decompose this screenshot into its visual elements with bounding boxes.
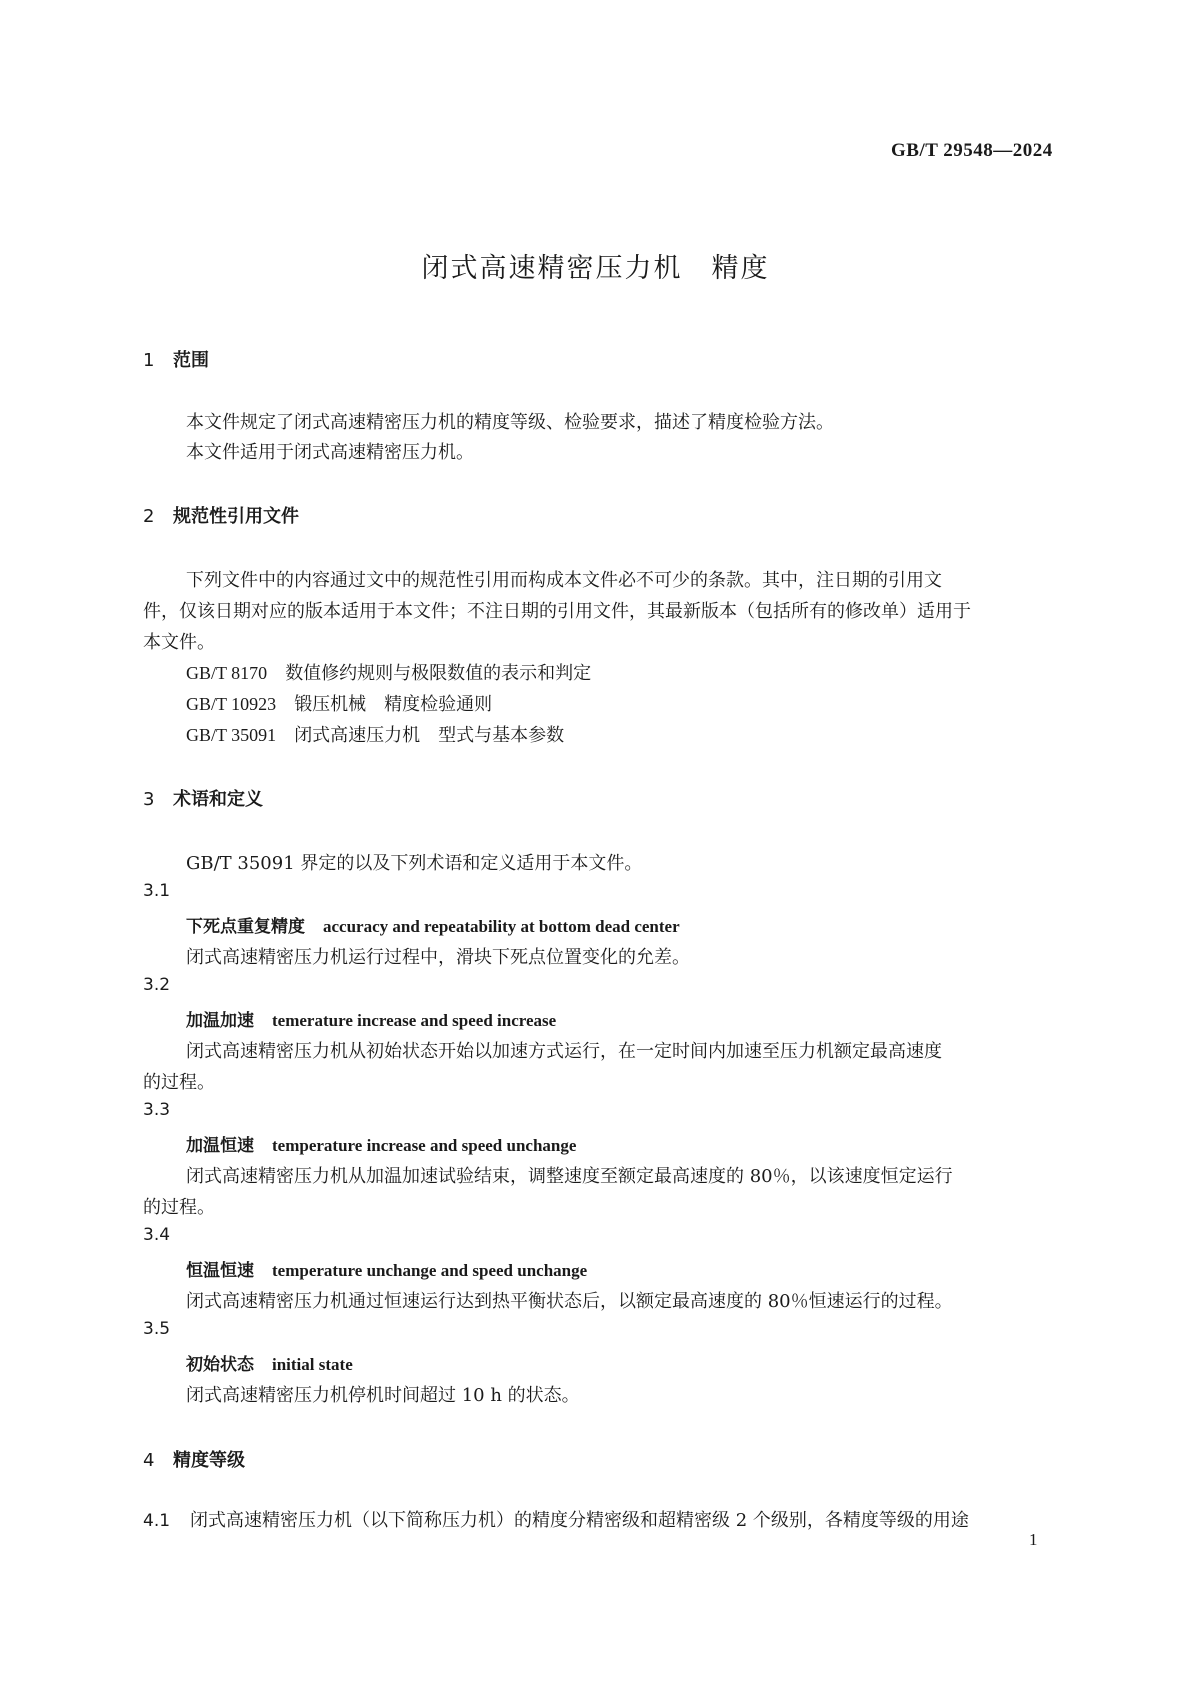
term-definition: 闭式高速精密压力机停机时间超过 10 h 的状态。 [186,1385,580,1406]
term-definition: 闭式高速精密压力机从加温加速试验结束，调整速度至额定最高速度的 80％，以该速度恒定运行 [186,1166,953,1187]
term-number: 3.1 [143,881,171,901]
clause-number: 4.1 [143,1511,171,1531]
reference-code: GB/T 8170 [186,663,268,683]
paragraph: GB/T 35091 界定的以及下列术语和定义适用于本文件。 [186,853,643,874]
paragraph-line: 下列文件中的内容通过文中的规范性引用而构成本文件必不可少的条款。其中，注日期的引用文 [186,570,942,591]
section-2-heading [143,502,299,528]
term-definition: 闭式高速精密压力机通过恒速运行达到热平衡状态后，以额定最高速度的 80％恒速运行的过程。 [186,1291,953,1312]
section-title: 规范性引用文件 [173,506,299,527]
section-number: 2 [143,506,155,527]
paragraph-line: 本文件。 [143,632,215,653]
term-zh: 下死点重复精度 [186,917,305,937]
clause-line [143,1506,969,1532]
term-entry [186,1256,587,1281]
reference-item [186,721,564,747]
term-definition: 闭式高速精密压力机运行过程中，滑块下死点位置变化的允差。 [186,947,690,968]
reference-title: 闭式高速压力机 型式与基本参数 [294,725,565,746]
term-en: accuracy and repeatability at bottom dead center [323,917,680,936]
term-zh: 初始状态 [186,1355,254,1375]
reference-code: GB/T 10923 [186,694,277,714]
term-zh: 恒温恒速 [186,1261,254,1281]
term-entry [186,1350,353,1375]
term-entry [186,1006,556,1031]
section-title: 术语和定义 [173,789,263,810]
section-1-heading [143,346,209,372]
section-4-heading [143,1446,245,1472]
reference-title: 数值修约规则与极限数值的表示和判定 [285,663,592,684]
term-definition: 的过程。 [143,1072,215,1093]
paragraph: 本文件规定了闭式高速精密压力机的精度等级、检验要求，描述了精度检验方法。 [186,412,834,433]
term-entry [186,912,680,937]
term-en: initial state [272,1355,353,1374]
term-entry [186,1131,576,1156]
section-number: 1 [143,350,155,371]
term-number: 3.2 [143,975,171,995]
standard-code: GB/T 29548—2024 [891,140,1053,161]
document-title: 闭式高速精密压力机 精度 [421,253,770,284]
section-title: 范围 [173,350,209,371]
term-en: temperature unchange and speed unchange [272,1261,588,1280]
paragraph-line: 件，仅该日期对应的版本适用于本文件；不注日期的引用文件，其最新版本（包括所有的修改单）适用于 [143,601,971,622]
term-en: temerature increase and speed increase [272,1011,557,1030]
reference-item [186,659,591,685]
page-number: 1 [1029,1530,1038,1549]
paragraph: 本文件适用于闭式高速精密压力机。 [186,442,474,463]
clause-text: 闭式高速精密压力机（以下简称压力机）的精度分精密级和超精密级 2 个级别，各精度等级的用途 [190,1510,969,1531]
section-number: 4 [143,1450,155,1471]
term-number: 3.5 [143,1319,171,1339]
reference-title: 锻压机械 精度检验通则 [294,694,493,715]
term-zh: 加温恒速 [186,1136,254,1156]
term-definition: 闭式高速精密压力机从初始状态开始以加速方式运行，在一定时间内加速至压力机额定最高速度 [186,1041,942,1062]
term-definition: 的过程。 [143,1197,215,1218]
section-number: 3 [143,789,155,810]
section-title: 精度等级 [173,1450,245,1471]
section-3-heading [143,785,263,811]
term-number: 3.3 [143,1100,171,1120]
reference-code: GB/T 35091 [186,725,277,745]
reference-item [186,690,492,716]
term-zh: 加温加速 [186,1011,254,1031]
term-number: 3.4 [143,1225,171,1245]
term-en: temperature increase and speed unchange [272,1136,577,1155]
